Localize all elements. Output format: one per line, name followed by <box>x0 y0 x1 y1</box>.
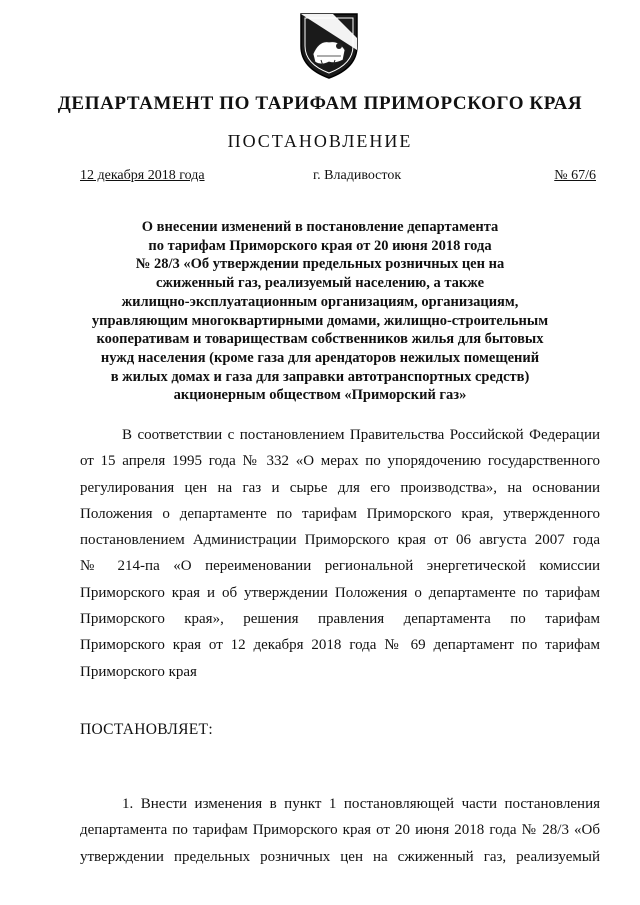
paragraph-line: Приморского края от 12 декабря 2018 года № 69 департамент по тарифам <box>80 637 600 654</box>
paragraph-line: Приморского края <box>80 663 197 680</box>
subject-line: управляющим многоквартирными домами, жилищно-строительным <box>91 312 549 329</box>
preamble-paragraph <box>80 422 600 685</box>
document-number: № 67/6 <box>554 168 596 183</box>
document-city: г. Владивосток <box>313 168 402 183</box>
subject-line: нужд населения (кроме газа для арендаторов нежилых помещений <box>100 349 540 366</box>
paragraph-line: утверждении предельных розничных цен на сжиженный газ, реализуемый <box>80 848 600 865</box>
subject-line: по тарифам Приморского края от 20 июня 2018 года <box>148 237 492 254</box>
coat-of-arms-icon <box>295 10 363 80</box>
subject-line: кооперативам и товариществам собственников жилья для бытовых <box>96 331 544 348</box>
subject-line: в жилых домах и газа для заправки автотранспортных средств) <box>110 368 530 385</box>
paragraph-line: постановлением Администрации Приморского края от 06 августа 2007 года <box>80 532 600 549</box>
document-date: 12 декабря 2018 года <box>80 168 205 183</box>
paragraph-line: регулирования цен на газ и сырье для его производства», на основании <box>80 479 600 496</box>
document-type: ПОСТАНОВЛЕНИЕ <box>227 131 413 151</box>
paragraph-line: № 214-па «О переименовании региональной энергетической комиссии <box>80 558 600 575</box>
subject-line: сжиженный газ, реализуемый населению, а также <box>155 275 485 292</box>
decree-heading: ПОСТАНОВЛЯЕТ: <box>80 721 213 738</box>
paragraph-line: от 15 апреля 1995 года № 332 «О мерах по упорядочению государственного <box>80 453 600 470</box>
item-1-paragraph <box>80 791 600 870</box>
paragraph-line: Приморского края», решения правления департамента по тарифам <box>80 611 600 628</box>
paragraph-line: Положения о департаменте по тарифам Приморского края, утвержденного <box>80 505 600 522</box>
paragraph-line: Приморского края и об утверждении Положения о департаменте по тарифам <box>80 584 600 601</box>
subject-line: № 28/3 «Об утверждении предельных розничных цен на <box>135 256 505 273</box>
subject-line: акционерным обществом «Приморский газ» <box>173 387 467 404</box>
subject-line: жилищно-эксплуатационным организациям, организациям, <box>121 293 519 310</box>
paragraph-line: В соответствии с постановлением Правительства Российской Федерации <box>122 427 600 443</box>
subject-line: О внесении изменений в постановление департамента <box>141 219 499 235</box>
document-subject <box>70 218 570 405</box>
paragraph-line: 1. Внести изменения в пункт 1 постановляющей части постановления <box>122 796 600 812</box>
paragraph-line: департамента по тарифам Приморского края от 20 июня 2018 года № 28/3 «Об <box>80 822 600 839</box>
department-title: ДЕПАРТАМЕНТ ПО ТАРИФАМ ПРИМОРСКОГО КРАЯ <box>57 93 583 114</box>
